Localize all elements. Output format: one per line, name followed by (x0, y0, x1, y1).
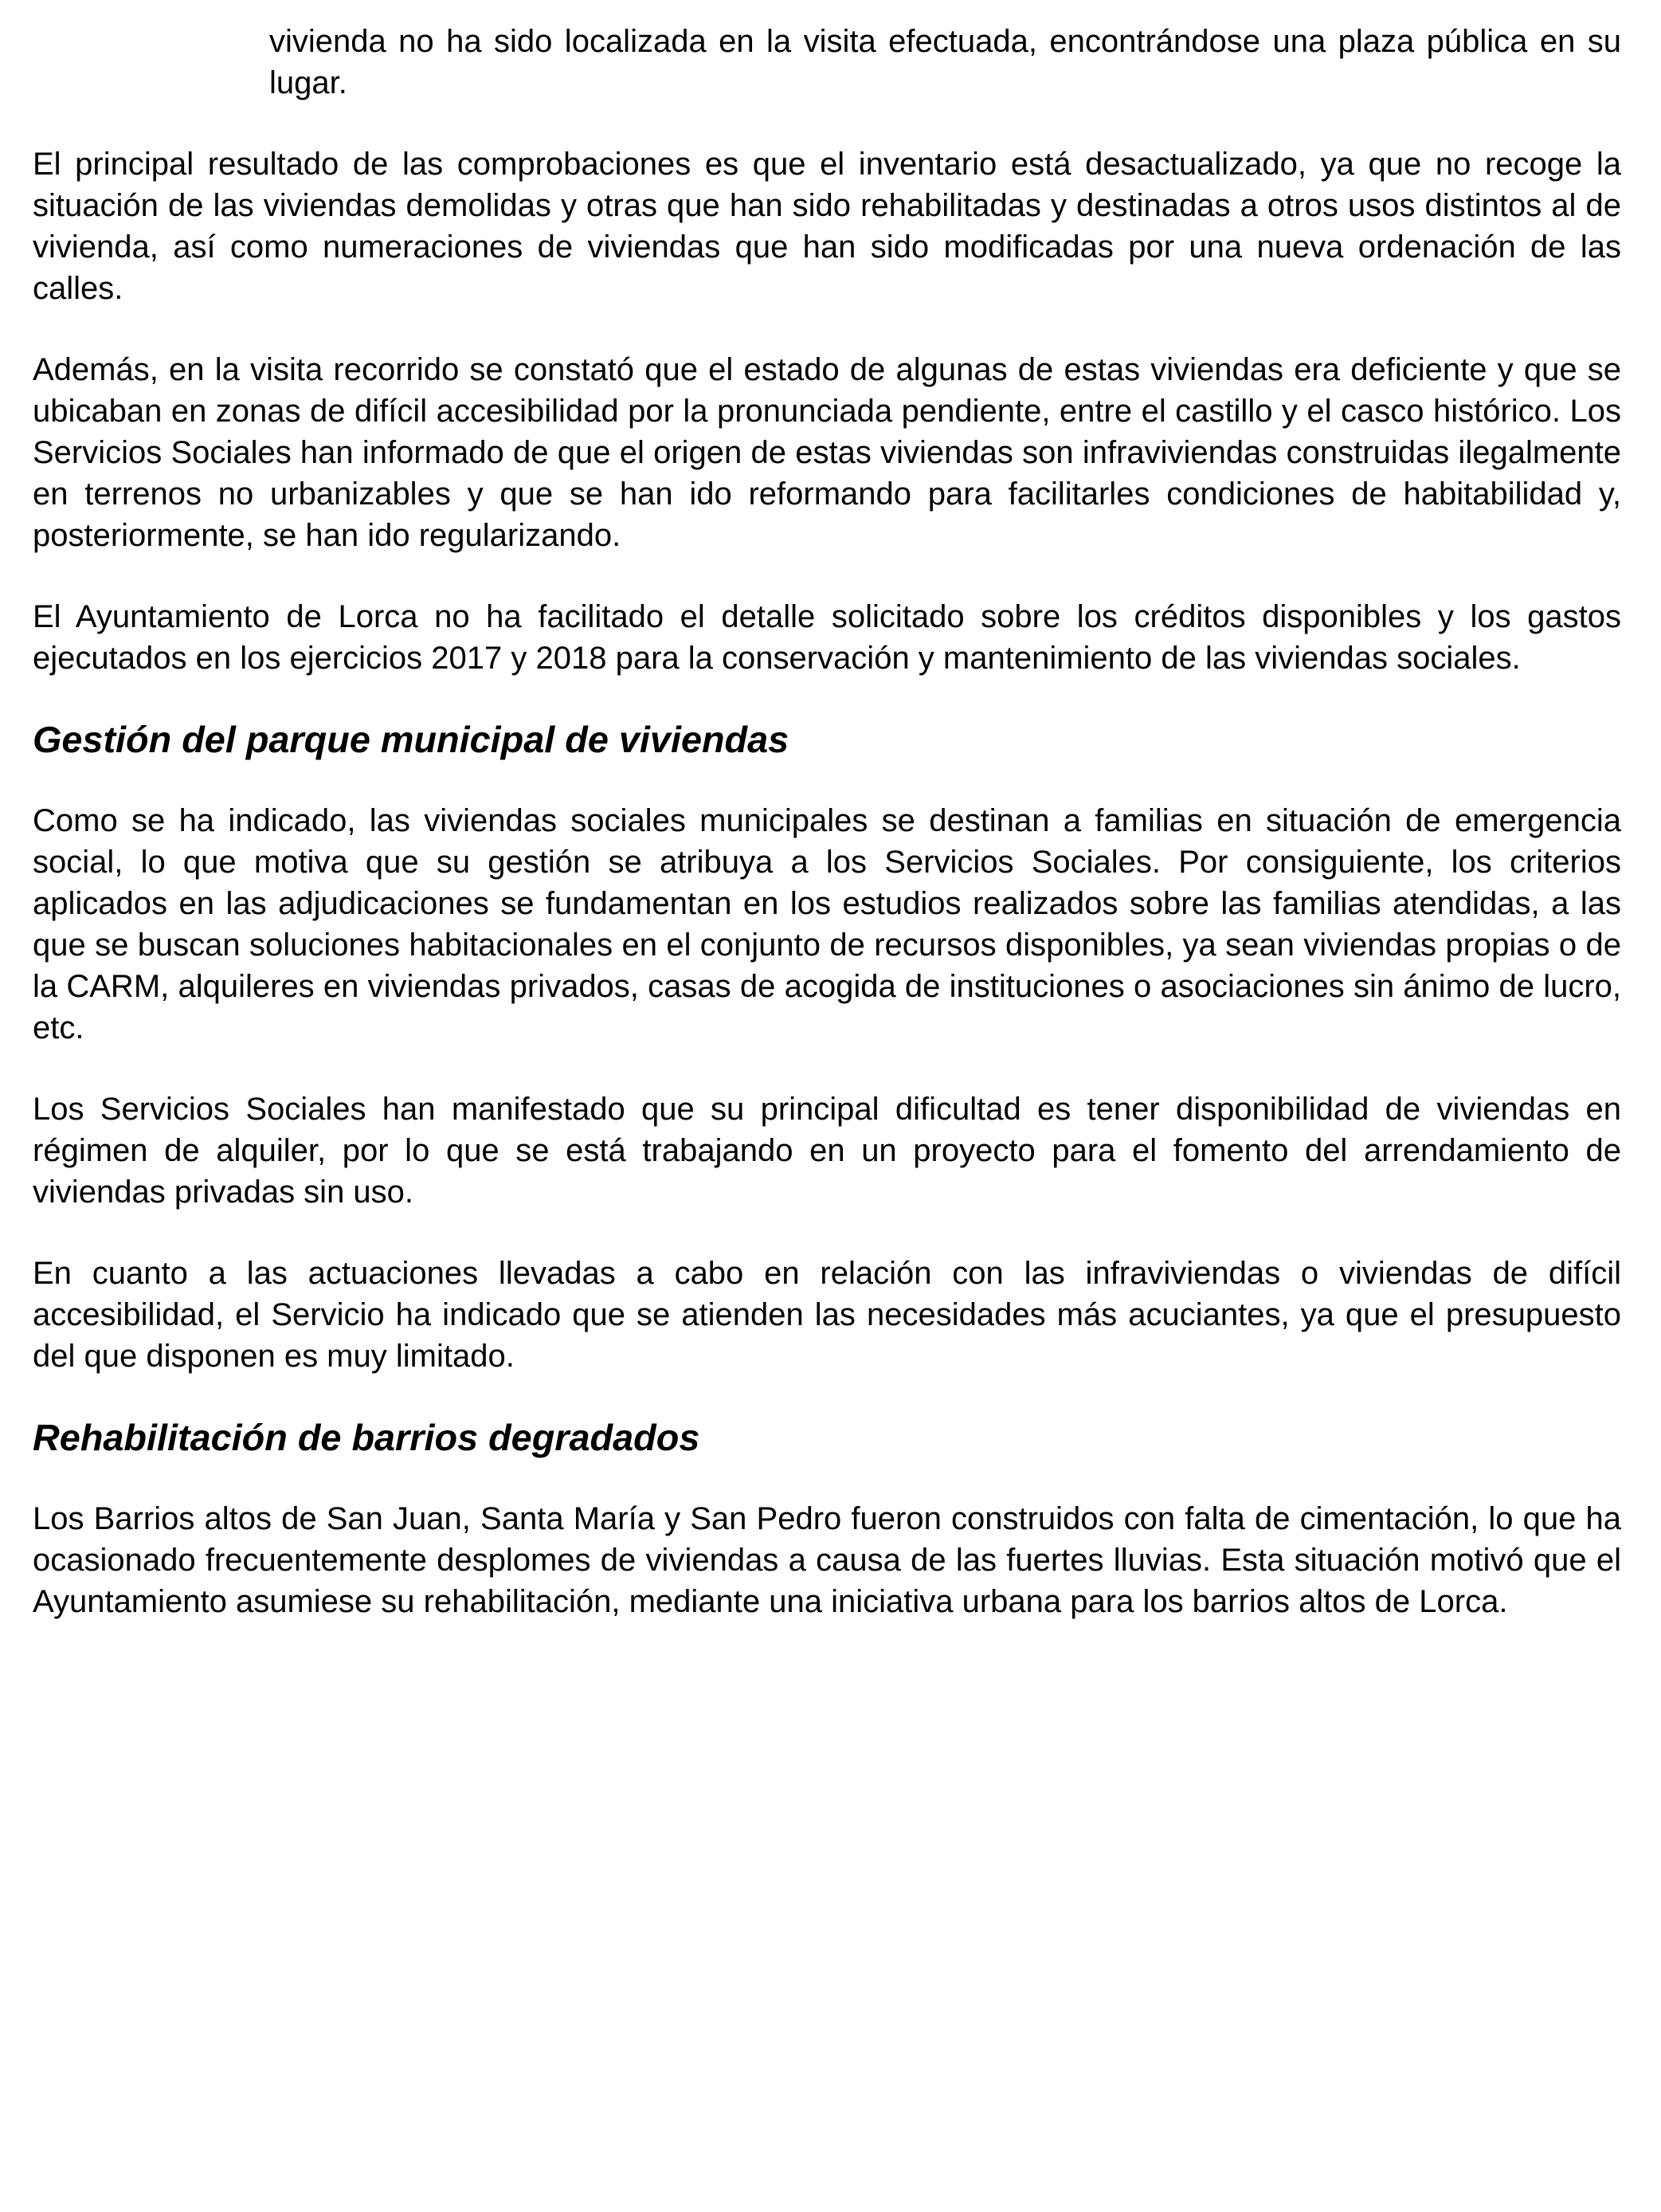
paragraph-continued-list-item: vivienda no ha sido localizada en la visita efectuada, encontrándose una plaza pública en su lugar. (269, 24, 1621, 100)
paragraph-inventory-result: El principal resultado de las comprobaciones es que el inventario está desactualizado, ya que no recoge la situación de las viviendas demolidas y otras que han sido rehabilitadas y destinadas a otros usos distintos al de vivienda, así como numeraciones de viviendas que han sido modificadas por una nueva ordenación de las calles. (33, 147, 1621, 306)
paragraph-visit-findings: Además, en la visita recorrido se constató que el estado de algunas de estas viviendas era deficiente y que se ubicaban en zonas de difícil accesibilidad por la pronunciada pendiente, entre el castillo y el casco histórico. Los Servicios Sociales han informado de que el origen de estas viviendas son infraviviendas construidas ilegalmente en terrenos no urbanizables y que se han ido reformando para facilitarles condiciones de habitabilidad y, posteriormente, se han ido regularizando. (33, 352, 1621, 553)
paragraph-budget-detail: El Ayuntamiento de Lorca no ha facilitado el detalle solicitado sobre los créditos disponibles y los gastos ejecutados en los ejercicios 2017 y 2018 para la conservación y mantenimiento de las viviendas sociales. (33, 599, 1621, 676)
paragraph-allocation-criteria: Como se ha indicado, las viviendas sociales municipales se destinan a familias en situación de emergencia social, lo que motiva que su gestión se atribuya a los Servicios Sociales. Por consiguiente, los criterios aplicados en las adjudicaciones se fundamentan en los estudios realizados sobre las familias atendidas, a las que se buscan soluciones habitacionales en el conjunto de recursos disponibles, ya sean viviendas propias o de la CARM, alquileres en viviendas privados, casas de acogida de instituciones o asociaciones sin ánimo de lucro, etc. (33, 803, 1621, 1045)
paragraph-substandard-housing: En cuanto a las actuaciones llevadas a cabo en relación con las infraviviendas o viviendas de difícil accesibilidad, el Servicio ha indicado que se atienden las necesidades más acuciantes, ya que el presupuesto del que disponen es muy limitado. (33, 1256, 1621, 1374)
document-page (33, 21, 1621, 1662)
section-heading-rehabilitation: Rehabilitación de barrios degradados (33, 1417, 700, 1458)
paragraph-neighbourhoods: Los Barrios altos de San Juan, Santa María y San Pedro fueron construidos con falta de cimentación, lo que ha ocasionado frecuentemente desplomes de viviendas a causa de las fuertes lluvias. Esta situación motivó que el Ayuntamiento asumiese su rehabilitación, mediante una iniciativa urbana para los barrios altos de Lorca. (33, 1501, 1621, 1619)
section-heading-management: Gestión del parque municipal de viviendas (33, 719, 789, 760)
paragraph-rental-difficulty: Los Servicios Sociales han manifestado que su principal dificultad es tener disponibilidad de viviendas en régimen de alquiler, por lo que se está trabajando en un proyecto para el fomento del arrendamiento de viviendas privadas sin uso. (33, 1092, 1621, 1210)
